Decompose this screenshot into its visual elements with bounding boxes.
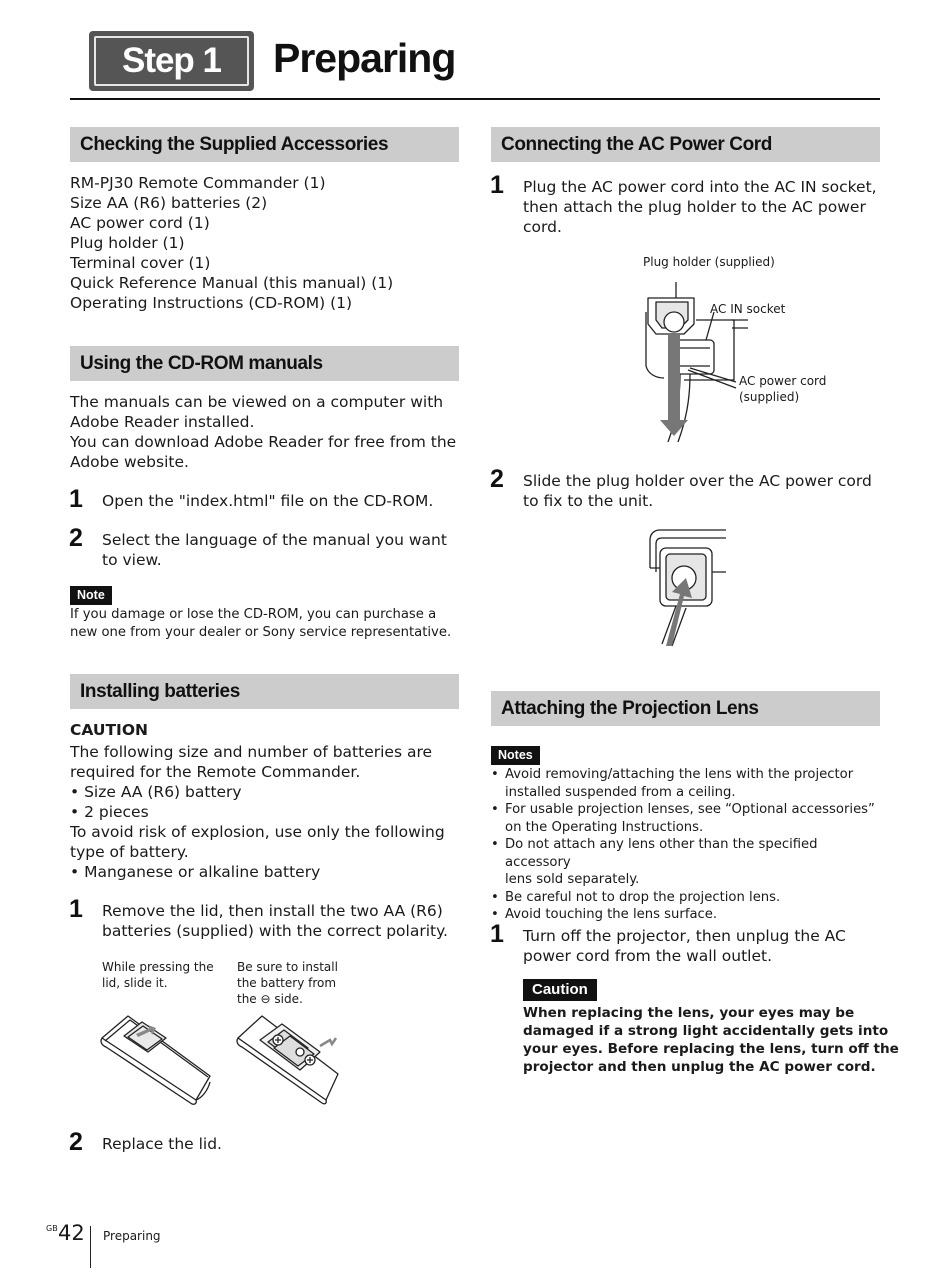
batteries-step-1-number: 1 <box>69 895 83 923</box>
ac-cord-label-line: AC power cord <box>739 374 827 388</box>
cdrom-intro-line: Adobe Reader installed. <box>70 413 255 431</box>
power-step-1-line: cord. <box>523 218 562 236</box>
caution-line: damaged if a strong light accidentally gets into <box>523 1023 889 1039</box>
lens-step-1-line: power cord from the wall outlet. <box>523 947 773 965</box>
power-step-2-number: 2 <box>490 465 504 493</box>
power-step-1-text <box>523 177 877 237</box>
remote-battery-illustration <box>234 1010 344 1106</box>
caution-line: required for the Remote Commander. <box>70 763 361 781</box>
footer-section-name: Preparing <box>103 1229 161 1243</box>
power-step-1-number: 1 <box>490 171 504 199</box>
lens-step-1-text <box>523 926 846 966</box>
caution-line: your eyes. Before replacing the lens, turn off the <box>523 1041 899 1057</box>
cdrom-intro-line: The manuals can be viewed on a computer with <box>70 393 444 411</box>
note-line: • Be careful not to drop the projection lens. <box>505 889 781 905</box>
caption-line: the battery from <box>237 976 337 990</box>
ac-in-socket-label: AC IN socket <box>710 302 786 316</box>
battery-caption-right <box>237 959 338 1007</box>
cdrom-intro-line: You can download Adobe Reader for free from the <box>70 433 457 451</box>
batteries-caution-title: CAUTION <box>70 721 148 739</box>
accessory-item: Plug holder (1) <box>70 234 185 252</box>
batteries-step-2-number: 2 <box>69 1128 83 1156</box>
caution-line: To avoid risk of explosion, use only the following <box>70 823 445 841</box>
power-step-2-line: to fix to the unit. <box>523 492 654 510</box>
lens-note-item <box>491 889 880 907</box>
notes-tag <box>491 744 540 765</box>
battery-caption-left <box>102 959 214 991</box>
note-line: new one from your dealer or Sony service representative. <box>70 624 452 640</box>
lens-notes-list <box>491 766 880 924</box>
batteries-heading: Installing batteries <box>70 674 459 709</box>
power-step-2-line: Slide the plug holder over the AC power cord <box>523 472 872 490</box>
accessory-item: Terminal cover (1) <box>70 254 211 272</box>
cdrom-step-2-line: to view. <box>102 551 162 569</box>
lens-note-item <box>491 801 880 836</box>
caption-line: lid, slide it. <box>102 976 168 990</box>
cdrom-step-2-line: Select the language of the manual you want <box>102 531 447 549</box>
plug-holder-label: Plug holder (supplied) <box>643 255 775 269</box>
accessory-item: Quick Reference Manual (this manual) (1) <box>70 274 394 292</box>
lens-step-1-number: 1 <box>490 920 504 948</box>
power-heading: Connecting the AC Power Cord <box>491 127 880 162</box>
step-label: Step 1 <box>94 36 249 86</box>
batteries-step-1-text <box>102 901 448 941</box>
caption-line: While pressing the <box>102 960 214 974</box>
note-line: lens sold separately. <box>505 872 640 887</box>
note-tag <box>70 584 112 605</box>
caution-line: type of battery. <box>70 843 189 861</box>
footer-region-code: GB <box>46 1224 58 1233</box>
cdrom-step-2-number: 2 <box>69 524 83 552</box>
power-step-1-line: then attach the plug holder to the AC power <box>523 198 866 216</box>
lens-heading: Attaching the Projection Lens <box>491 691 880 726</box>
batteries-step-1-line: Remove the lid, then install the two AA (R6) <box>102 902 443 920</box>
notes-label: Notes <box>491 746 540 765</box>
note-line: • Do not attach any lens other than the specified accessory <box>505 837 818 870</box>
ac-cord-label <box>739 373 826 405</box>
footer-divider <box>90 1226 91 1268</box>
cdrom-intro-line: Adobe website. <box>70 453 189 471</box>
accessories-heading: Checking the Supplied Accessories <box>70 127 459 162</box>
caution-line: projector and then unplug the AC power cord. <box>523 1059 876 1075</box>
cdrom-intro <box>70 392 459 472</box>
cdrom-note-text <box>70 606 451 641</box>
caution-line: • Size AA (R6) battery <box>70 783 242 801</box>
lens-caution-text <box>523 1004 899 1076</box>
caution-line: • 2 pieces <box>70 803 149 821</box>
header-divider <box>70 98 880 100</box>
step-badge <box>89 31 254 91</box>
note-line: • Avoid touching the lens surface. <box>505 907 718 922</box>
lens-note-item <box>491 836 880 889</box>
note-line: If you damage or lose the CD-ROM, you can purchase a <box>70 607 437 622</box>
accessory-item: RM-PJ30 Remote Commander (1) <box>70 174 326 192</box>
ac-cord-label-line: (supplied) <box>739 390 800 404</box>
power-step-1-line: Plug the AC power cord into the AC IN socket, <box>523 178 877 196</box>
cdrom-heading: Using the CD-ROM manuals <box>70 346 459 381</box>
batteries-step-1-line: batteries (supplied) with the correct polarity. <box>102 922 448 940</box>
remote-lid-illustration <box>98 1010 216 1106</box>
batteries-step-2-text: Replace the lid. <box>102 1135 222 1153</box>
lens-note-item <box>491 906 880 924</box>
caution-line: When replacing the lens, your eyes may be <box>523 1005 855 1021</box>
page-title: Preparing <box>273 35 456 81</box>
lens-note-item <box>491 766 880 801</box>
note-line: installed suspended from a ceiling. <box>505 784 736 800</box>
ac-cord-illustration <box>636 270 748 446</box>
note-line: • Avoid removing/attaching the lens with the projector <box>505 767 854 782</box>
caption-line: the ⊖ side. <box>237 992 303 1006</box>
note-line: on the Operating Instructions. <box>505 819 704 835</box>
lens-step-1-line: Turn off the projector, then unplug the AC <box>523 927 846 945</box>
caution-label: Caution <box>523 979 597 1001</box>
batteries-caution-text <box>70 742 445 882</box>
caution-line: The following size and number of batteries are <box>70 743 433 761</box>
accessory-item: Size AA (R6) batteries (2) <box>70 194 268 212</box>
note-label: Note <box>70 586 112 605</box>
caution-tag <box>523 979 597 1001</box>
cdrom-step-1-number: 1 <box>69 485 83 513</box>
caution-line: • Manganese or alkaline battery <box>70 863 321 881</box>
power-step-2-text <box>523 471 872 511</box>
cdrom-step-2-text <box>102 530 447 570</box>
accessory-item: AC power cord (1) <box>70 214 210 232</box>
cdrom-step-1-text: Open the "index.html" file on the CD-ROM. <box>102 492 434 510</box>
accessory-item: Operating Instructions (CD-ROM) (1) <box>70 294 353 312</box>
note-line: • For usable projection lenses, see “Optional accessories” <box>505 802 875 817</box>
footer-page-number: 42 <box>58 1221 85 1245</box>
caption-line: Be sure to install <box>237 960 338 974</box>
accessories-list <box>70 173 459 313</box>
plug-holder-slide-illustration <box>646 528 730 648</box>
